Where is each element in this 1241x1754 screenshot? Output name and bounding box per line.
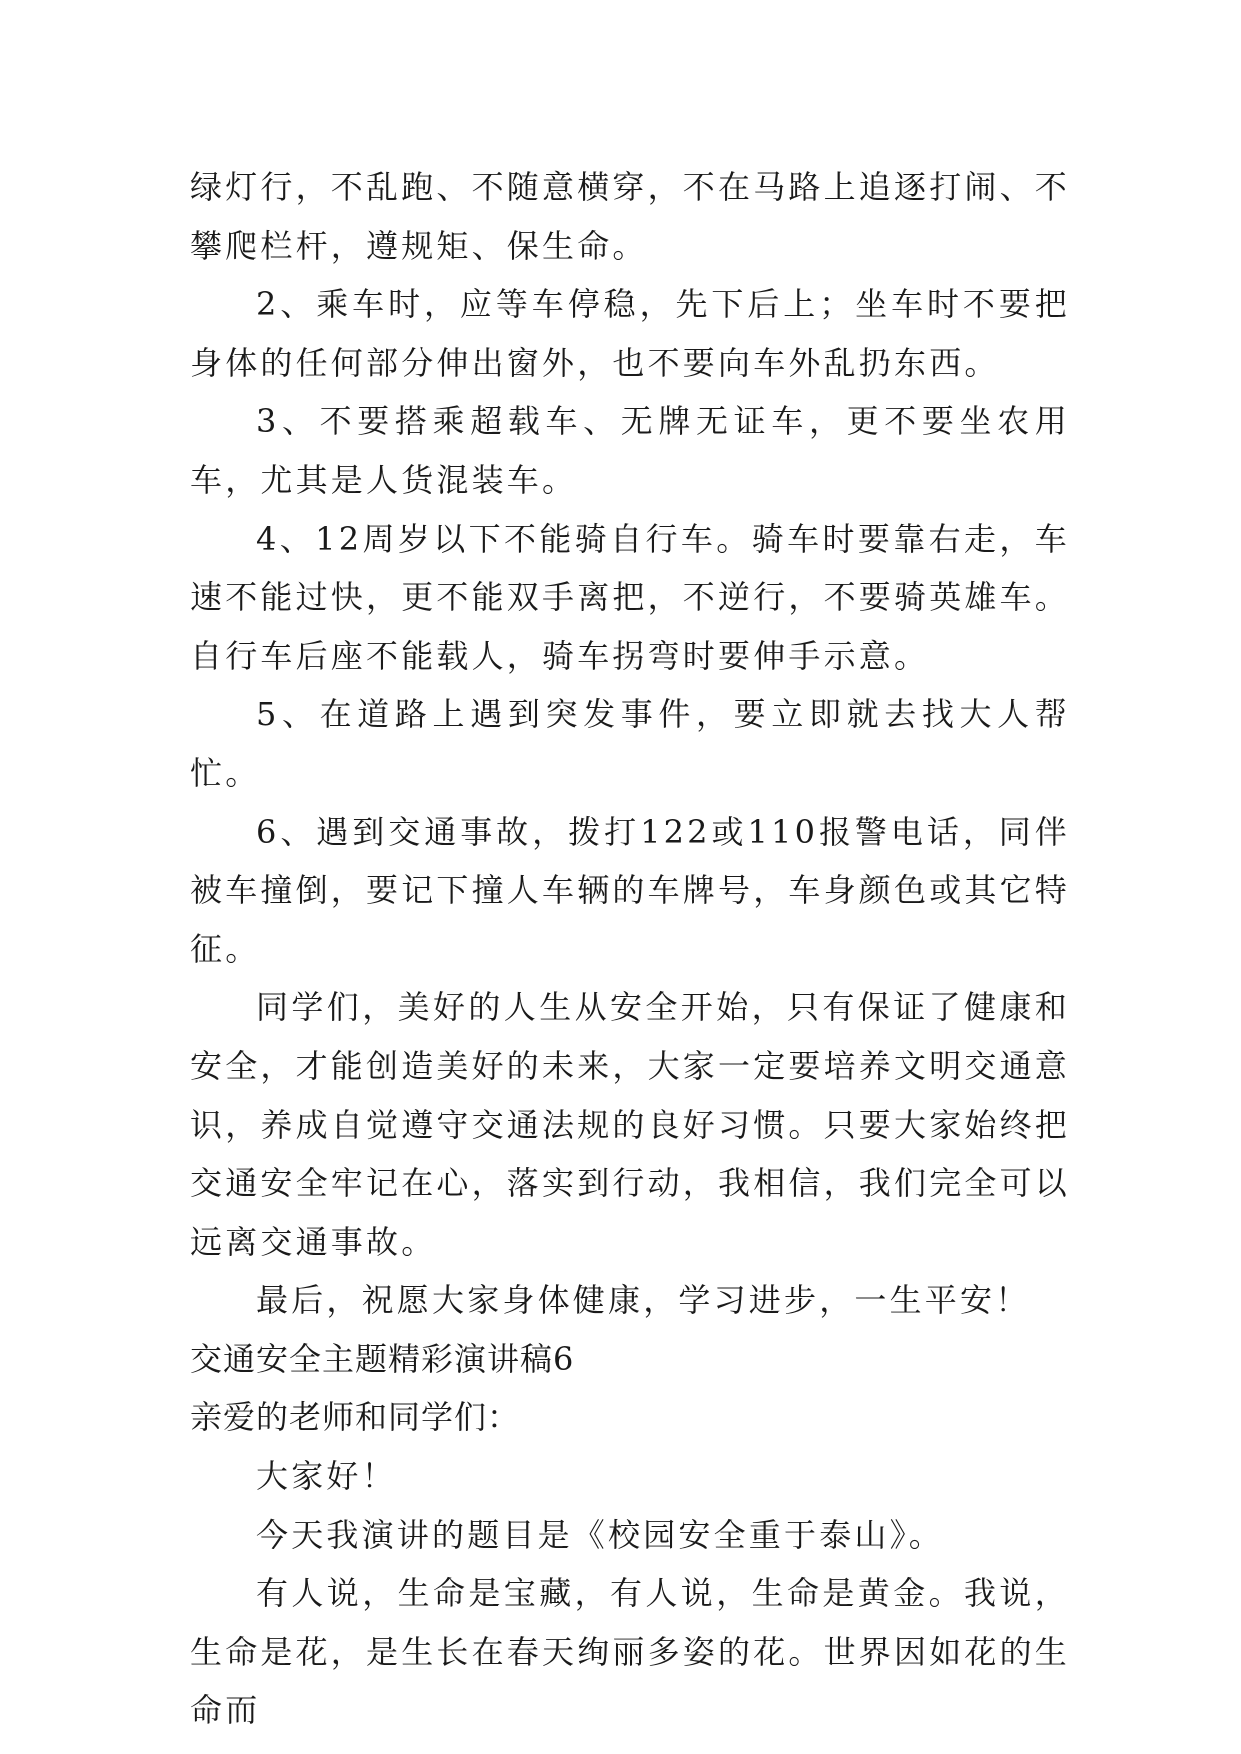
paragraph-item-2: 2、乘车时，应等车停稳，先下后上；坐车时不要把身体的任何部分伸出窗外，也不要向车外乱扔东西。 bbox=[190, 285, 1070, 382]
salutation: 亲爱的老师和同学们： bbox=[190, 1398, 521, 1437]
paragraph-item-3: 3、不要搭乘超载车、无牌无证车，更不要坐农用车，尤其是人货混装车。 bbox=[190, 402, 1070, 499]
paragraph-item-4: 4、12周岁以下不能骑自行车。骑车时要靠右走，车速不能过快，更不能双手离把，不逆行，不要骑英雄车。自行车后座不能载人，骑车拐弯时要伸手示意。 bbox=[190, 519, 1071, 675]
section-title: 交通安全主题精彩演讲稿6 bbox=[190, 1339, 575, 1378]
paragraph-opening: 有人说，生命是宝藏，有人说，生命是黄金。我说，生命是花，是生长在春天绚丽多姿的花。世界因如花的生命而 bbox=[190, 1574, 1071, 1730]
paragraph-conclusion: 同学们，美好的人生从安全开始，只有保证了健康和安全，才能创造美好的未来，大家一定要培养文明交通意识，养成自觉遵守交通法规的良好习惯。只要大家始终把交通安全牢记在心，落实到行动，我相信，我们完全可以远离交通事故。 bbox=[190, 988, 1071, 1261]
greeting: 大家好！ bbox=[256, 1457, 397, 1496]
document-body bbox=[190, 158, 1070, 1740]
speech-topic: 今天我演讲的题目是《校园安全重于泰山》。 bbox=[256, 1515, 945, 1554]
paragraph-closing: 最后，祝愿大家身体健康，学习进步，一生平安！ bbox=[256, 1281, 1031, 1320]
paragraph-item-6: 6、遇到交通事故，拨打122或110报警电话，同伴被车撞倒，要记下撞人车辆的车牌号，车身颜色或其它特征。 bbox=[190, 812, 1071, 968]
paragraph-continuation: 绿灯行，不乱跑、不随意横穿，不在马路上追逐打闹、不攀爬栏杆，遵规矩、保生命。 bbox=[190, 168, 1071, 265]
paragraph-item-5: 5、在道路上遇到突发事件，要立即就去找大人帮忙。 bbox=[190, 695, 1070, 792]
